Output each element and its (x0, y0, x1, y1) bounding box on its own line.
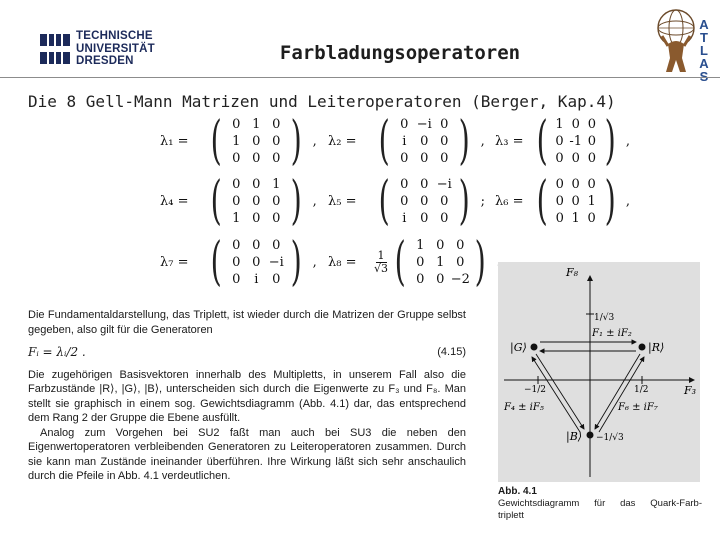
matrix-cell: 0 (400, 150, 409, 166)
matrix-cell: 0 (272, 193, 281, 209)
matrix-cell: 0 (587, 150, 597, 166)
matrix-cell: 0 (252, 150, 261, 166)
tick-bottom: −1/√3 (596, 433, 624, 443)
university-line: UNIVERSITÄT (76, 42, 155, 55)
matrix-cell: 0 (587, 116, 597, 132)
matrix-lambda-5 (328, 171, 485, 231)
right-paren: ) (290, 111, 303, 171)
matrix-cell: 0 (252, 133, 261, 149)
matrix-cell: 0 (440, 116, 449, 132)
matrix-cell: 0 (436, 237, 445, 253)
matrix-cell: 0 (272, 150, 281, 166)
matrix-cell: 0 (416, 254, 425, 270)
matrix-cell: −i (268, 254, 284, 270)
matrix-cell: 0 (456, 254, 465, 270)
matrix-lambda-2 (328, 111, 485, 171)
matrix-cell: 0 (555, 210, 564, 226)
left-paren: ( (536, 111, 548, 171)
state-b-label: |B⟩ (566, 430, 583, 443)
matrix-cell: 0 (232, 193, 241, 209)
left-paren: ( (210, 232, 222, 292)
matrix-cell: 0 (436, 271, 445, 287)
matrix-entries (226, 116, 286, 167)
matrix-lambda-1 (160, 111, 317, 171)
matrix-cell: 0 (232, 116, 241, 132)
matrix-cell: 1 (555, 116, 564, 132)
equation-text: Fᵢ = λᵢ/2 . (28, 345, 86, 359)
atlas-letter: L (700, 43, 708, 58)
page-title: Farbladungsoperatoren (279, 42, 521, 64)
tick-top: 1/√3 (594, 313, 615, 323)
matrix-cell: −2 (450, 271, 470, 287)
matrix-cell: i (402, 133, 407, 149)
matrix-lambda-8 (328, 232, 501, 292)
right-paren: ) (604, 111, 616, 171)
matrix-label: λ₄ = (160, 193, 189, 209)
atlas-letter: A (699, 56, 709, 71)
university-line: DRESDEN (76, 55, 134, 67)
matrix-cell: 0 (571, 193, 580, 209)
matrix-cell: 1 (416, 237, 425, 253)
matrix-cell: 0 (420, 176, 429, 192)
matrix-punctuation: , (312, 133, 317, 149)
matrix-punctuation: ; (480, 193, 485, 209)
matrix-punctuation: , (312, 193, 317, 209)
matrix-entries (552, 176, 600, 227)
caption-word: Gewichtsdiagramm (498, 498, 580, 509)
matrix-cell: 0 (571, 150, 580, 166)
matrix-cell: i (254, 271, 259, 287)
slide-header (0, 0, 720, 80)
matrix-cell: 0 (252, 254, 261, 270)
matrix-entries (552, 116, 600, 167)
matrix-entries (226, 237, 286, 288)
matrix-cell: 0 (272, 133, 281, 149)
figure-caption (498, 486, 702, 522)
right-paren: ) (458, 111, 471, 171)
matrix-lambda-7 (160, 232, 317, 292)
matrix-cell: 0 (252, 210, 261, 226)
matrix-cell: 0 (587, 133, 597, 149)
matrix-entries (410, 237, 470, 288)
matrix-label: λ₁ = (160, 133, 189, 149)
matrix-cell: 0 (232, 150, 241, 166)
matrix-punctuation: , (625, 193, 630, 209)
matrix-cell: 0 (555, 193, 564, 209)
tu-dresden-wordmark (76, 30, 155, 68)
matrix-cell: 0 (232, 237, 241, 253)
matrix-label: λ₂ = (328, 133, 357, 149)
tu-dresden-logo (38, 28, 168, 72)
matrix-cell: 0 (420, 150, 429, 166)
caption-line (498, 498, 702, 510)
right-paren: ) (458, 171, 471, 231)
left-paren: ( (210, 171, 222, 231)
caption-word: Quark-Farb- (650, 498, 702, 509)
weight-diagram (498, 262, 700, 482)
matrix-cell: 0 (440, 150, 449, 166)
tick-left: −1/2 (524, 385, 547, 395)
matrix-cell: −i (436, 176, 452, 192)
matrix-cell: 0 (420, 193, 429, 209)
matrix-label: λ₈ = (328, 254, 357, 270)
slide-subtitle: Die 8 Gell-Mann Matrizen und Leiteroperatoren (Berger, Kap.4) (28, 92, 616, 111)
tu-dresden-emblem-icon (38, 32, 72, 66)
matrix-punctuation: , (312, 254, 317, 270)
matrix-cell: 0 (272, 116, 281, 132)
matrix-cell: 0 (252, 176, 261, 192)
right-paren: ) (290, 171, 303, 231)
atlas-letter: T (700, 30, 708, 45)
atlas-letter: A (699, 17, 709, 32)
university-line: TECHNISCHE (76, 30, 153, 42)
matrix-cell: 1 (571, 210, 580, 226)
operator-top-label: F₁ ± iF₂ (592, 328, 632, 339)
matrix-label: λ₆ = (495, 193, 524, 209)
left-paren: ( (378, 111, 390, 171)
matrix-cell: 1 (232, 133, 241, 149)
operator-left-label: F₄ ± iF₅ (504, 402, 544, 413)
matrix-cell: 1 (272, 176, 281, 192)
state-b-point (587, 432, 594, 439)
matrix-cell: 1 (232, 210, 241, 226)
matrix-cell: 0 (400, 176, 409, 192)
matrix-cell: 0 (555, 176, 564, 192)
caption-word: das (620, 498, 636, 509)
matrix-cell: 0 (440, 210, 449, 226)
matrix-cell: 0 (232, 254, 241, 270)
matrix-cell: 0 (587, 210, 596, 226)
matrix-cell: 1 (587, 193, 596, 209)
state-g-label: |G⟩ (510, 341, 527, 354)
prefactor-denominator: √3 (374, 261, 389, 275)
matrix-lambda-6 (495, 171, 630, 231)
tick-right: 1/2 (634, 385, 649, 395)
matrix-cell: 0 (440, 193, 449, 209)
right-paren: ) (474, 232, 487, 292)
matrix-cell: 0 (232, 271, 241, 287)
matrix-cell: 0 (400, 116, 409, 132)
matrix-cell: 0 (555, 150, 564, 166)
matrix-lambda-3 (495, 111, 630, 171)
matrix-cell: 0 (272, 210, 281, 226)
matrix-punctuation: , (480, 133, 485, 149)
matrix-cell: 0 (400, 193, 409, 209)
state-r-point (639, 344, 646, 351)
caption-line-2: triplett (498, 510, 524, 521)
paragraph-fundamental: Die Fundamentaldarstellung, das Triplett, ist wieder durch die Matrizen der Gruppe selbst gegeben, also gilt für die Generatoren (28, 309, 466, 336)
matrix-label: λ₇ = (160, 254, 189, 270)
matrix-cell: 0 (571, 116, 580, 132)
matrix-cell: 0 (440, 133, 449, 149)
matrix-cell: −i (416, 116, 432, 132)
matrix-cell: 0 (272, 271, 281, 287)
equation-4-15 (28, 345, 466, 360)
matrix-lambda-4 (160, 171, 317, 231)
left-paren: ( (394, 232, 406, 292)
matrix-cell: 0 (571, 176, 580, 192)
left-paren: ( (536, 171, 548, 231)
left-paren: ( (210, 111, 222, 171)
matrix-cell: 0 (252, 193, 261, 209)
matrix-label: λ₃ = (495, 133, 524, 149)
matrix-punctuation: , (625, 133, 630, 149)
matrix-cell: 0 (587, 176, 596, 192)
caption-label: Abb. 4.1 (498, 486, 537, 497)
right-paren: ) (604, 171, 616, 231)
matrix-cell: 0 (232, 176, 241, 192)
matrix-entries (226, 176, 286, 227)
matrix-cell: 1 (436, 254, 445, 270)
state-g-point (531, 344, 538, 351)
matrix-cell: i (402, 210, 407, 226)
left-paren: ( (378, 171, 390, 231)
state-r-label: |R⟩ (648, 341, 665, 354)
matrix-cell: -1 (569, 133, 583, 149)
equation-number: (4.15) (437, 346, 466, 358)
matrix-prefactor (374, 250, 388, 275)
caption-word: für (594, 498, 606, 509)
right-paren: ) (290, 232, 303, 292)
atlas-wordmark (696, 18, 712, 83)
matrix-cell: 0 (420, 210, 429, 226)
header-divider (0, 77, 720, 78)
operator-right-label: F₆ ± iF₇ (618, 402, 658, 413)
book-excerpt (28, 308, 466, 484)
matrix-label: λ₅ = (328, 193, 357, 209)
f8-axis-label: F₈ (566, 266, 579, 279)
paragraph-basis-vectors: Die zugehörigen Basisvektoren innerhalb des Multipletts, in unserem Fall also die Farbzustände |R⟩, |G⟩, |B⟩, unterscheiden sich durch die Eigenwerte zu F₃ und F₈. Man stellt sie graphisch in einem sog. Gewichtsdiagramm (Abb. 4.1) dar, das entsprechend dem Rang 2 der Gruppe die Ebene ausfüllt. (28, 368, 466, 424)
matrix-cell: 1 (252, 116, 261, 132)
paragraph-ladder-operators: Analog zum Vorgehen bei SU2 faßt man auch bei SU3 die neben den Eigenwertoperatoren verbleibenden Generatoren zu Leiteroperatoren zusammen. Durch sie kann man Zustände ineinander überführen. Ihre Wirkung läßt sich sehr anschaulich durch die Pfeile in Abb. 4.1 verdeutlichen. (28, 426, 466, 482)
f3-axis-label: F₃ (684, 384, 697, 397)
matrix-cell: 0 (555, 133, 564, 149)
matrix-cell: 0 (416, 271, 425, 287)
prefactor-numerator: 1 (377, 248, 385, 262)
matrix-entries (394, 116, 454, 167)
matrix-cell: 0 (456, 237, 465, 253)
matrix-cell: 0 (420, 133, 429, 149)
matrix-cell: 0 (252, 237, 261, 253)
weight-diagram-figure (498, 262, 700, 482)
matrix-entries (394, 176, 454, 227)
matrix-cell: 0 (272, 237, 281, 253)
